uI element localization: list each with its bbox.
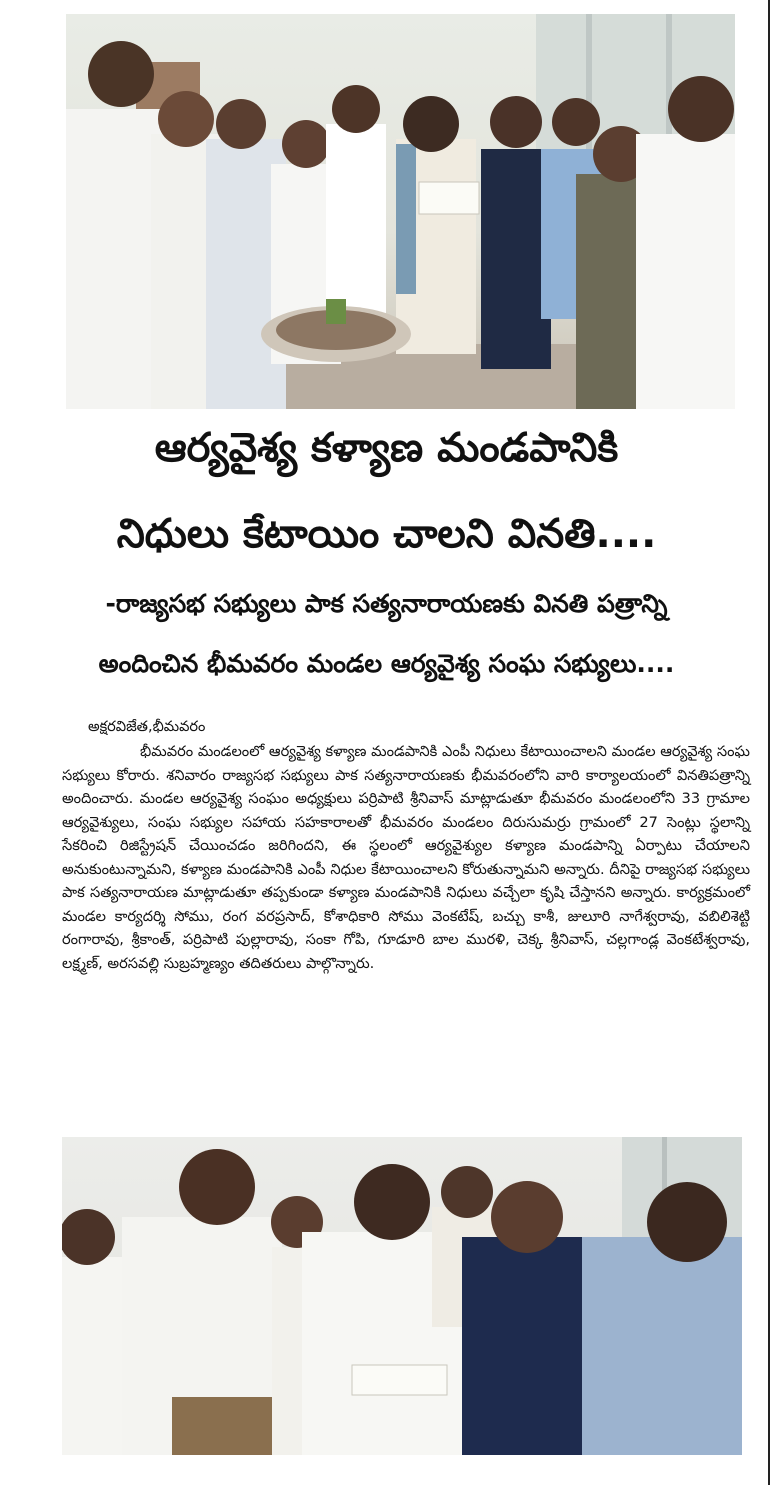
headline-line-2: నిధులు కేటాయిం చాలని వినతి.... [116, 511, 657, 557]
article-body: భీమవరం మండలంలో ఆర్యవైశ్య కళ్యాణ మండపానికి ఎంపీ నిధులు కేటాయించాలని మండల ఆర్యవైశ్య సంఘ సభ్యులు కోరారు. శనివారం రాజ్యసభ సభ్యులు పాక సత్యనారాయణకు భీమవరంలోని వారి కార్యాలయంలో వినతిపత్రాన్ని అందించారు. మండల ఆర్యవైశ్య సంఘం అధ్యక్షులు పర్రిపాటి శ్రీనివాస్ మాట్లాడుతూ భీమవరం మండలంలోని 33 గ్రామాల ఆర్యవైశ్యులు, సంఘ సభ్యుల సహాయ సహకారాలతో భీమవరం మండలం దిరుసుమర్రు గ్రామంలో 27 సెంట్లు స్థలాన్ని సేకరించి రిజిస్ట్రేషన్ చేయించడం జరిగిందని, ఈ స్థలంలో ఆర్యవైశ్యుల కళ్యాణ మండపాన్ని ఏర్పాటు చేయాలని అనుకుంటున్నామని, కళ్యాణ మండపానికి ఎంపీ నిధుల కేటాయించాలని కోరుతున్నామని అన్నారు. దీనిపై రాజ్యసభ సభ్యులు పాక సత్యనారాయణ మాట్లాడుతూ తప్పకుండా కళ్యాణ మండపానికి నిధులు వచ్చేలా కృషి చేస్తానని అన్నారు. కార్యక్రమంలో మండల కార్యదర్శి సోము, రంగ వరప్రసాద్, కోశాధికారి సోము వెంకటేష్, బచ్చు కాశీ, జులూరి నాగేశ్వరావు, వబిలిశెట్టి రంగారావు, శ్రీకాంత్, పర్రిపాటి పుల్లారావు, సంకా గోపి, గూడూరి బాల మురళి, చెక్క శ్రీనివాస్, చల్లగాండ్ల వెంకటేశ్వరావు, లక్ష్మణ్, అరసవల్లి సుబ్రహ్మణ్యం తదితరులు పాల్గొన్నారు. [62, 743, 750, 972]
dateline: అక్షరవిజేత,భీమవరం [88, 719, 206, 735]
photo-mp-reading-memorandum [62, 1137, 742, 1455]
subheadline-line-2: అందించిన భీమవరం మండల ఆర్యవైశ్య సంఘ సభ్యులు.... [98, 649, 675, 678]
subheadline-line-1: -రాజ్యసభ సభ్యులు పాక సత్యనారాయణకు వినతి పత్రాన్ని [105, 589, 668, 618]
column-rule [768, 0, 770, 1485]
headline-line-1: ఆర్యవైశ్య కళ్యాణ మండపానికి [154, 425, 619, 471]
photo-memorandum-presentation [66, 14, 735, 409]
